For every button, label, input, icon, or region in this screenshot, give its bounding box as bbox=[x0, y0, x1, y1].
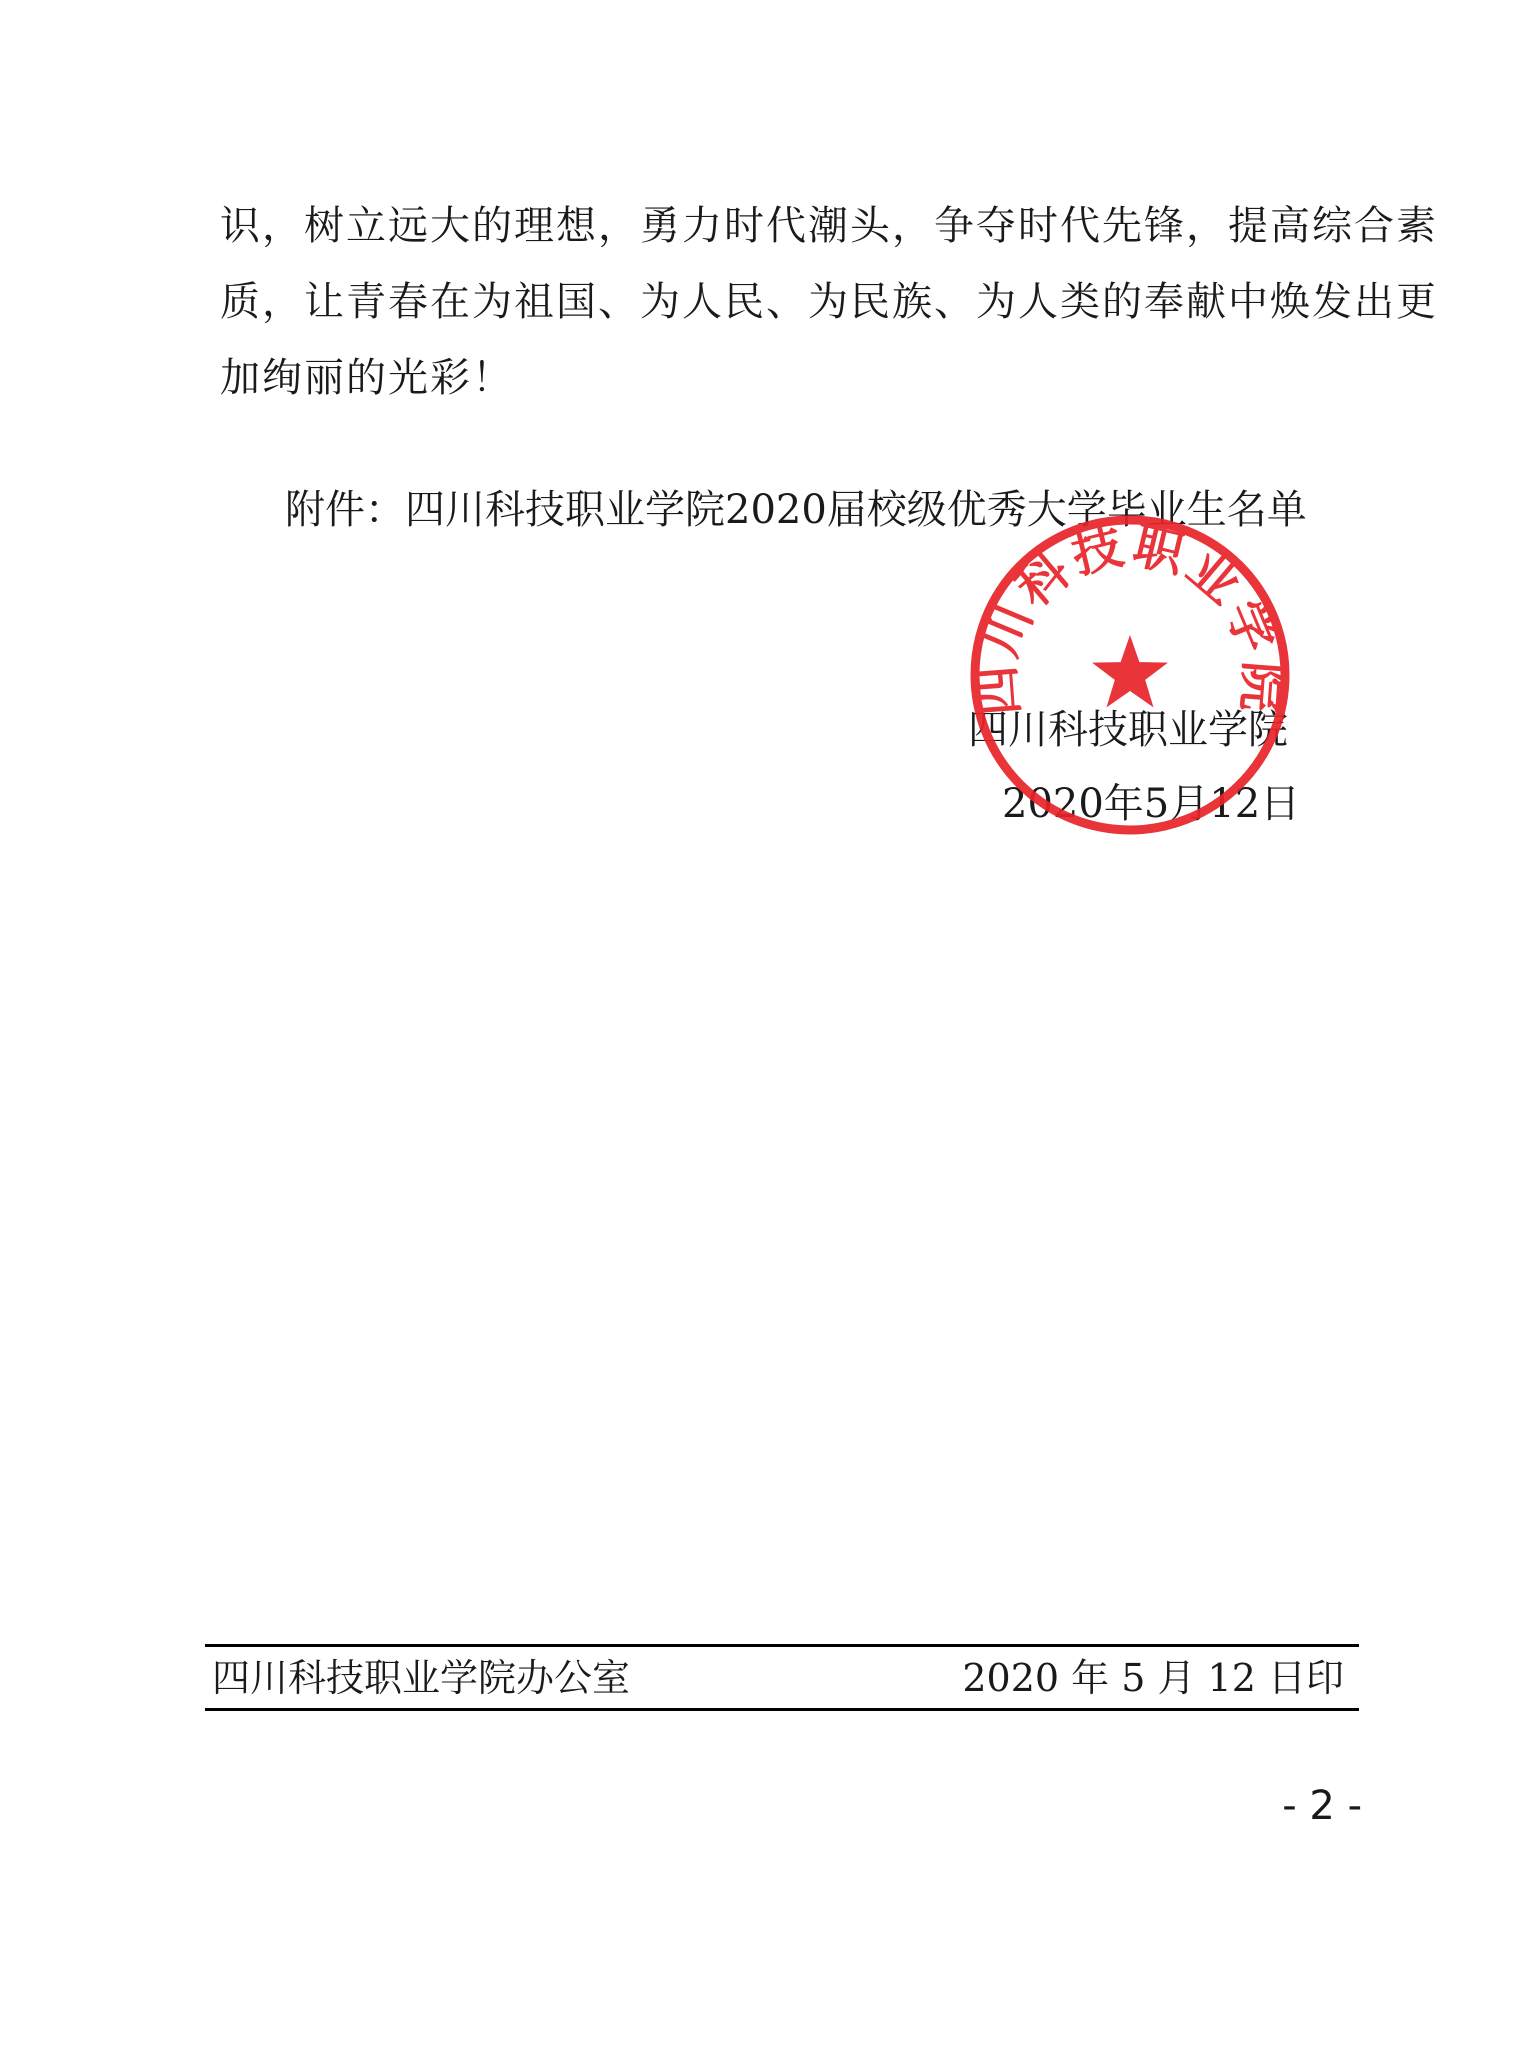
body-line: 质，让青春在为祖国、为人民、为民族、为人类的奉献中焕发出更 bbox=[220, 279, 1438, 325]
footer-rule-bottom bbox=[205, 1708, 1359, 1711]
page-number: - 2 - bbox=[1282, 1783, 1362, 1829]
seal-text: 四川科技职业学院 bbox=[967, 515, 1293, 718]
body-line: 加绚丽的光彩！ bbox=[220, 355, 514, 401]
signer-organization: 四川科技职业学院 bbox=[968, 707, 1288, 753]
footer-rule-top bbox=[205, 1644, 1359, 1647]
star-icon bbox=[1092, 635, 1168, 707]
body-paragraph bbox=[220, 188, 1438, 416]
footer-print-date: 2020 年 5 月 12 日印 bbox=[962, 1656, 1344, 1700]
attachment-line: 附件：四川科技职业学院2020届校级优秀大学毕业生名单 bbox=[285, 487, 1307, 533]
signature-date: 2020年5月12日 bbox=[1002, 781, 1301, 827]
body-line: 识，树立远大的理想，勇力时代潮头，争夺时代先锋，提高综合素 bbox=[220, 203, 1438, 249]
official-seal bbox=[965, 510, 1295, 840]
footer-office: 四川科技职业学院办公室 bbox=[212, 1656, 631, 1700]
